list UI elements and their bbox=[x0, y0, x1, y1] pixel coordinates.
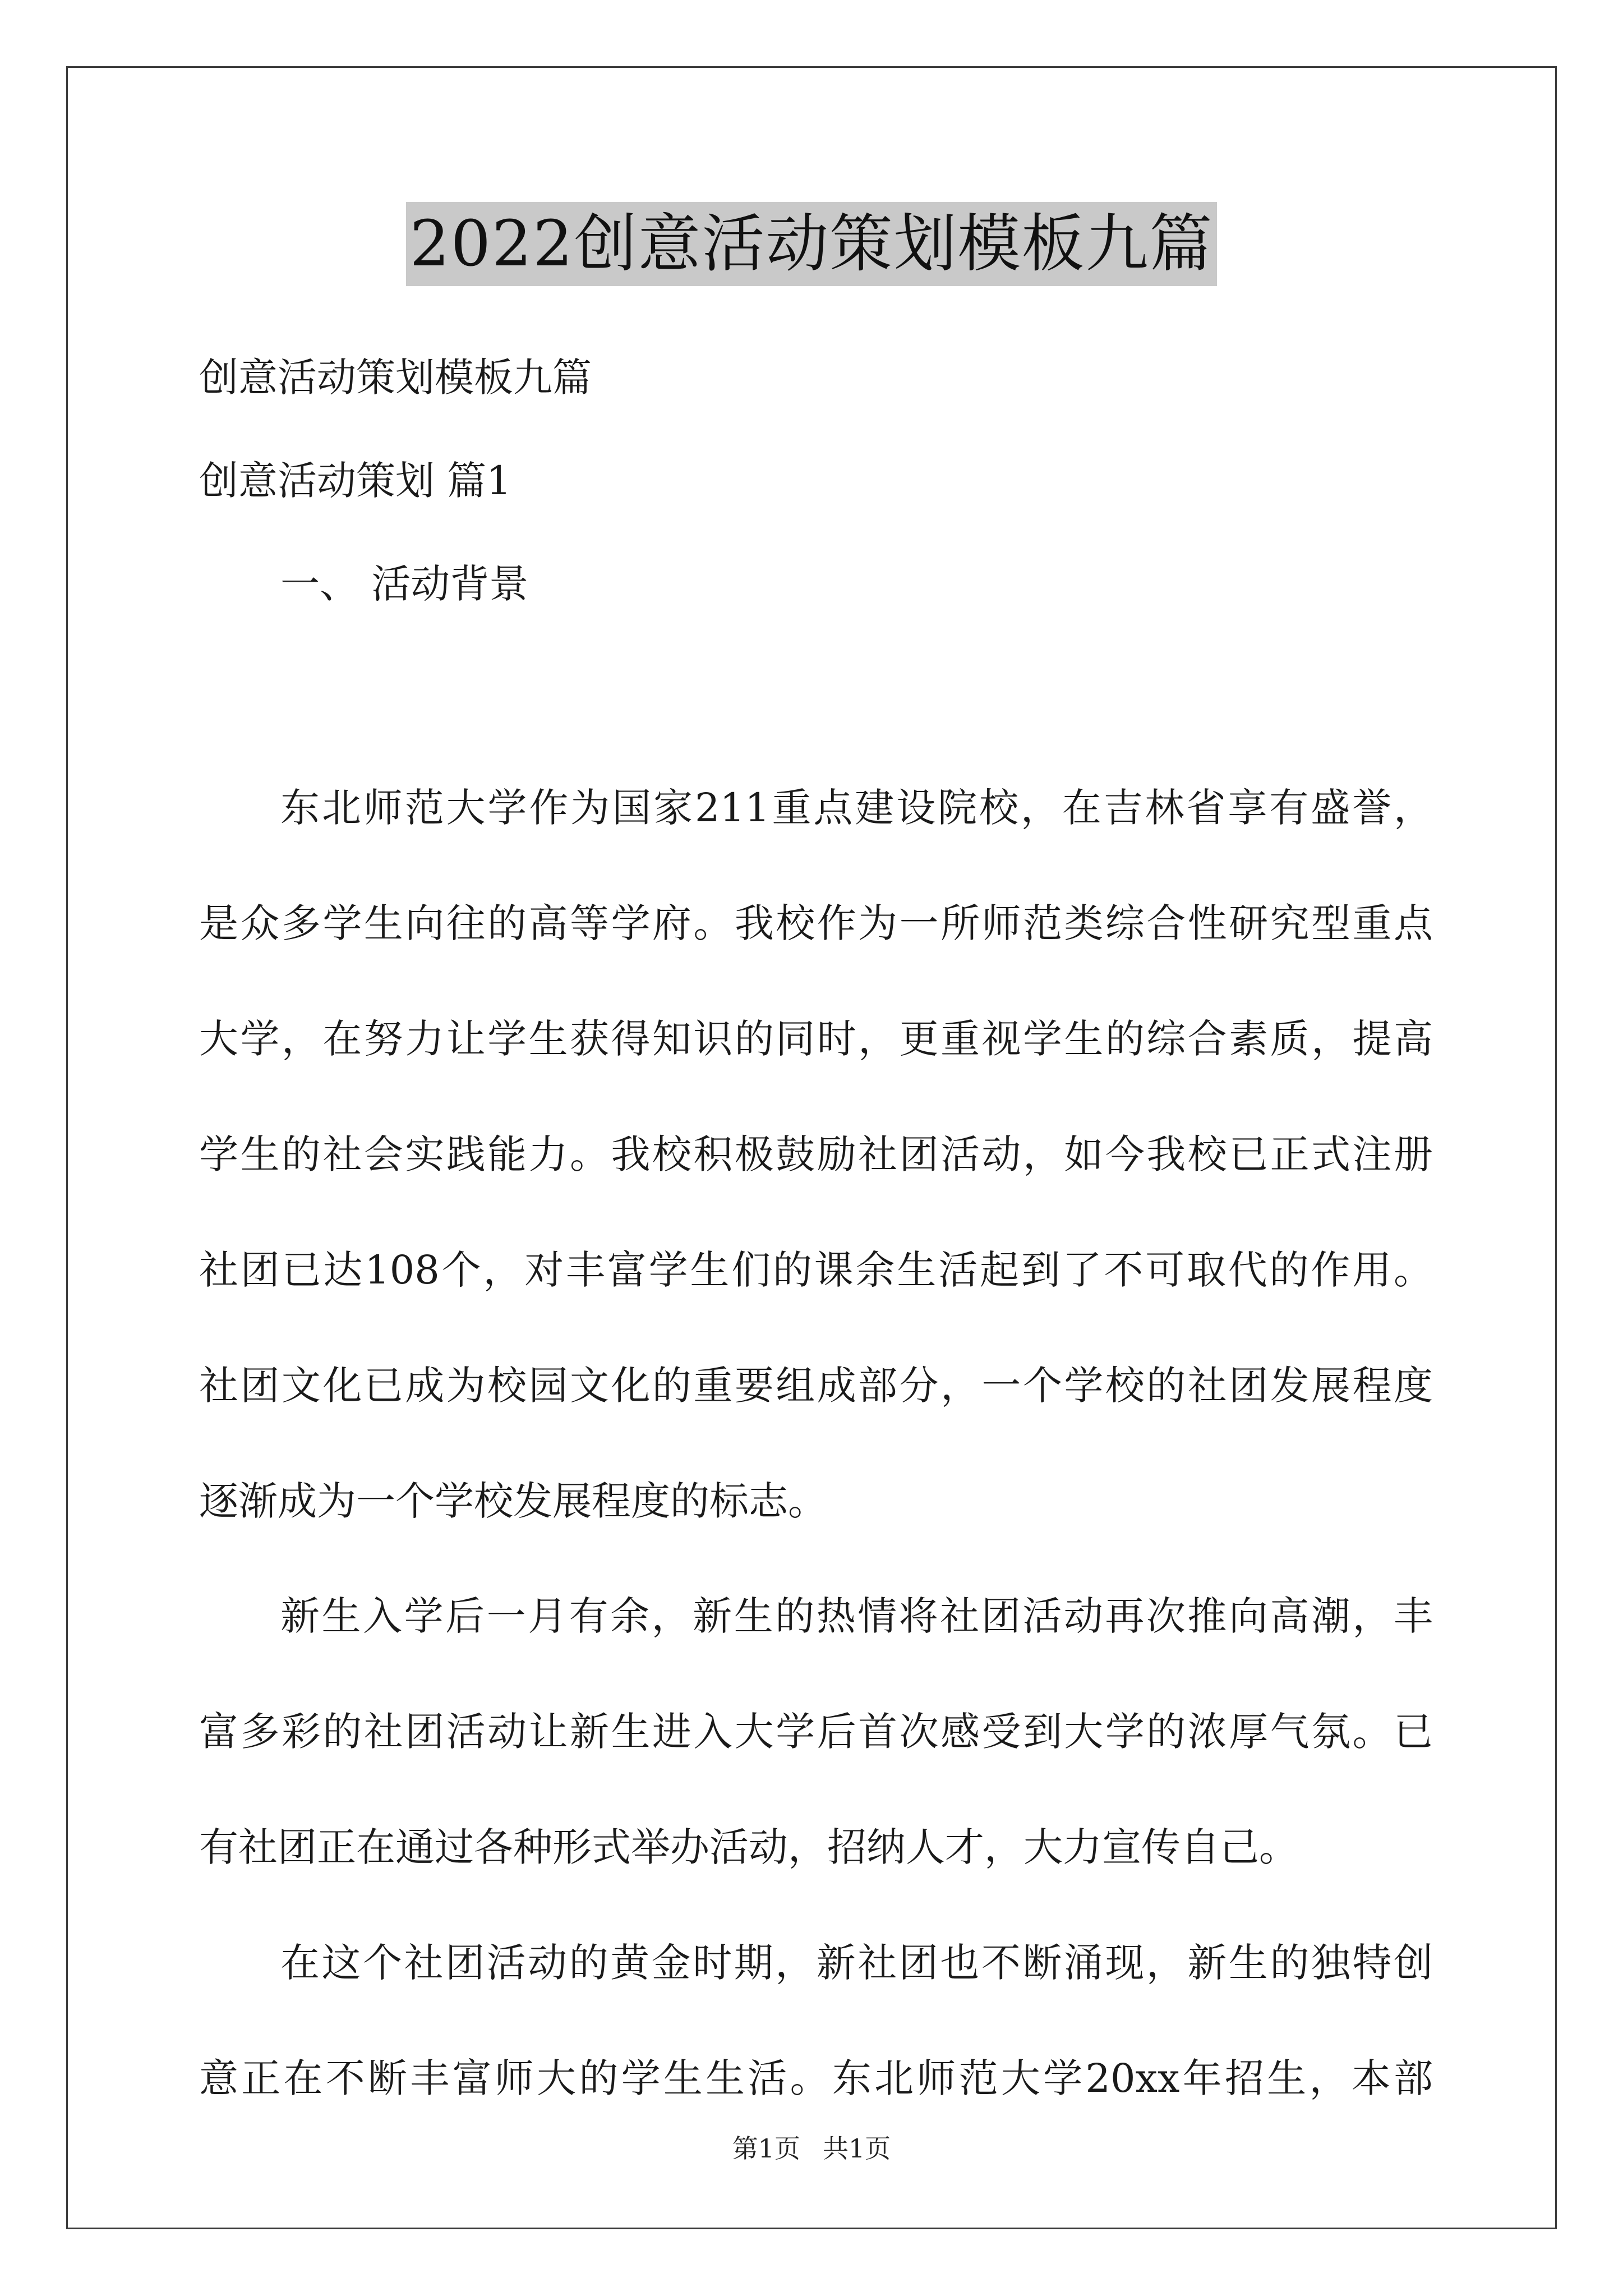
title-block bbox=[0, 202, 1623, 286]
paragraph-line: 东北师范大学作为国家211重点建设院校，在吉林省享有盛誉， bbox=[280, 785, 1433, 831]
page-total: 共1页 bbox=[823, 2133, 891, 2164]
page-footer bbox=[0, 2132, 1623, 2165]
paragraph-line: 在这个社团活动的黄金时期，新社团也不断涌现，新生的独特创 bbox=[280, 1940, 1433, 1986]
page-number: 第1页 bbox=[732, 2133, 800, 2164]
paragraph-line: 富多彩的社团活动让新生进入大学后首次感受到大学的浓厚气氛。已 bbox=[199, 1709, 1433, 1755]
paragraph-2 bbox=[199, 1591, 1433, 1938]
subsection-heading: 一、 活动背景 bbox=[280, 561, 529, 607]
document-subtitle: 创意活动策划模板九篇 bbox=[199, 355, 592, 401]
paragraph-1 bbox=[199, 783, 1433, 1591]
paragraph-line: 意正在不断丰富师大的学生生活。东北师范大学20xx年招生，本部 bbox=[199, 2055, 1433, 2101]
paragraph-line: 逐渐成为一个学校发展程度的标志。 bbox=[199, 1478, 827, 1524]
paragraph-line: 社团已达108个，对丰富学生们的课余生活起到了不可取代的作用。 bbox=[199, 1247, 1433, 1293]
section-heading: 创意活动策划 篇1 bbox=[199, 458, 511, 504]
paragraph-line: 是众多学生向往的高等学府。我校作为一所师范类综合性研究型重点 bbox=[199, 900, 1433, 946]
paragraph-line: 学生的社会实践能力。我校积极鼓励社团活动，如今我校已正式注册 bbox=[199, 1131, 1433, 1177]
paragraph-line: 新生入学后一月有余，新生的热情将社团活动再次推向高潮，丰 bbox=[280, 1593, 1433, 1639]
paragraph-line: 社团文化已成为校园文化的重要组成部分，一个学校的社团发展程度 bbox=[199, 1363, 1433, 1409]
paragraph-line: 有社团正在通过各种形式举办活动，招纳人才，大力宣传自己。 bbox=[199, 1824, 1298, 1870]
document-title: 2022创意活动策划模板九篇 bbox=[406, 202, 1216, 286]
paragraph-line: 大学，在努力让学生获得知识的同时，更重视学生的综合素质，提高 bbox=[199, 1016, 1433, 1062]
